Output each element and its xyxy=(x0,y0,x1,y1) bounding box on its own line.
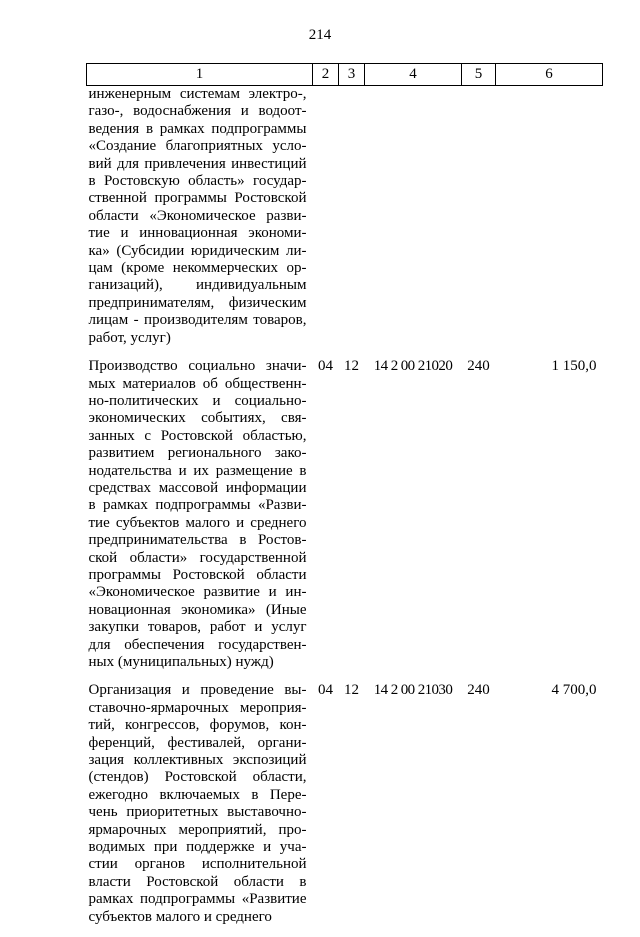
description-line: ственной программы Ростовской xyxy=(89,190,307,207)
description-line: предпринимательства в Ростов- xyxy=(89,532,307,549)
description-line: экономических событиях, свя- xyxy=(89,410,307,427)
description-line: ных (муниципальных) нужд) xyxy=(89,654,307,671)
description-line: нодательства и их размещение в xyxy=(89,463,307,480)
description-line: ской области» государственной xyxy=(89,550,307,567)
description-line: закупки товаров, работ и услуг xyxy=(89,619,307,636)
header-row xyxy=(87,64,603,86)
description-line: мых материалов об общественн- xyxy=(89,376,307,393)
description-line: области «Экономическое разви- xyxy=(89,208,307,225)
description-line: для обеспечения государствен- xyxy=(89,637,307,654)
description-line: предпринимателям, физическим xyxy=(89,295,307,312)
target-article-code: 14 2 00 21020 xyxy=(365,358,462,682)
table-row xyxy=(87,86,603,359)
column-header-3: 3 xyxy=(339,64,365,86)
amount: 4 700,0 xyxy=(496,682,603,937)
description-line: вий для привлечения инвестиций xyxy=(89,156,307,173)
column-header-5: 5 xyxy=(462,64,496,86)
row-description xyxy=(87,682,313,937)
table-row xyxy=(87,358,603,682)
table-body xyxy=(87,86,603,937)
row-description xyxy=(87,358,313,682)
description-line: Производство социально значи- xyxy=(89,358,307,375)
expense-type-code xyxy=(462,86,496,359)
section-code xyxy=(313,86,339,359)
description-line: ставочно-ярмарочных мероприя- xyxy=(89,700,307,717)
description-line: новационная экономика» (Иные xyxy=(89,602,307,619)
description-line: чень приоритетных выставочно- xyxy=(89,804,307,821)
section-code: 04 xyxy=(313,358,339,682)
description-line: зация коллективных экспозиций xyxy=(89,752,307,769)
column-header-2: 2 xyxy=(313,64,339,86)
description-line: тие и инновационная экономи- xyxy=(89,225,307,242)
expense-type-code: 240 xyxy=(462,682,496,937)
description-line: ярмарочных мероприятий, про- xyxy=(89,822,307,839)
description-line: газо-, водоснабжения и водоот- xyxy=(89,103,307,120)
description-line: ференций, фестивалей, органи- xyxy=(89,735,307,752)
budget-table xyxy=(86,63,603,937)
amount xyxy=(496,86,603,359)
description-line: инженерным системам электро-, xyxy=(89,86,307,103)
description-line: лицам - производителям товаров, xyxy=(89,312,307,329)
description-line: программы Ростовской области xyxy=(89,567,307,584)
description-line: но-политических и социально- xyxy=(89,393,307,410)
description-line: «Экономическое развитие и ин- xyxy=(89,584,307,601)
description-line: ежегодно включаемых в Пере- xyxy=(89,787,307,804)
column-header-4: 4 xyxy=(365,64,462,86)
description-line: ка» (Субсидии юридическим ли- xyxy=(89,243,307,260)
description-line: «Создание благоприятных усло- xyxy=(89,138,307,155)
description-line: ведения в рамках подпрограммы xyxy=(89,121,307,138)
description-line: в Ростовскую область» государ- xyxy=(89,173,307,190)
description-line: тие субъектов малого и среднего xyxy=(89,515,307,532)
description-line: цам (кроме некоммерческих ор- xyxy=(89,260,307,277)
description-line: стии органов исполнительной xyxy=(89,856,307,873)
column-header-6: 6 xyxy=(496,64,603,86)
target-article-code xyxy=(365,86,462,359)
description-line: рамках подпрограммы «Развитие xyxy=(89,891,307,908)
description-line: Организация и проведение вы- xyxy=(89,682,307,699)
description-line: средствах массовой информации xyxy=(89,480,307,497)
description-line: развитием регионального зако- xyxy=(89,445,307,462)
expense-type-code: 240 xyxy=(462,358,496,682)
page-number: 214 xyxy=(0,27,640,44)
description-line: (стендов) Ростовской области, xyxy=(89,769,307,786)
section-code: 04 xyxy=(313,682,339,937)
description-line: власти Ростовской области в xyxy=(89,874,307,891)
description-line: в рамках подпрограммы «Разви- xyxy=(89,497,307,514)
target-article-code: 14 2 00 21030 xyxy=(365,682,462,937)
row-description xyxy=(87,86,313,359)
column-header-1: 1 xyxy=(87,64,313,86)
table-row xyxy=(87,682,603,937)
description-line: работ, услуг) xyxy=(89,330,307,347)
description-line: занных с Ростовской областью, xyxy=(89,428,307,445)
description-line: субъектов малого и среднего xyxy=(89,909,307,926)
subsection-code xyxy=(339,86,365,359)
description-line: ганизаций), индивидуальным xyxy=(89,277,307,294)
description-line: водимых при поддержке и уча- xyxy=(89,839,307,856)
amount: 1 150,0 xyxy=(496,358,603,682)
subsection-code: 12 xyxy=(339,358,365,682)
subsection-code: 12 xyxy=(339,682,365,937)
description-line: тий, конгрессов, форумов, кон- xyxy=(89,717,307,734)
